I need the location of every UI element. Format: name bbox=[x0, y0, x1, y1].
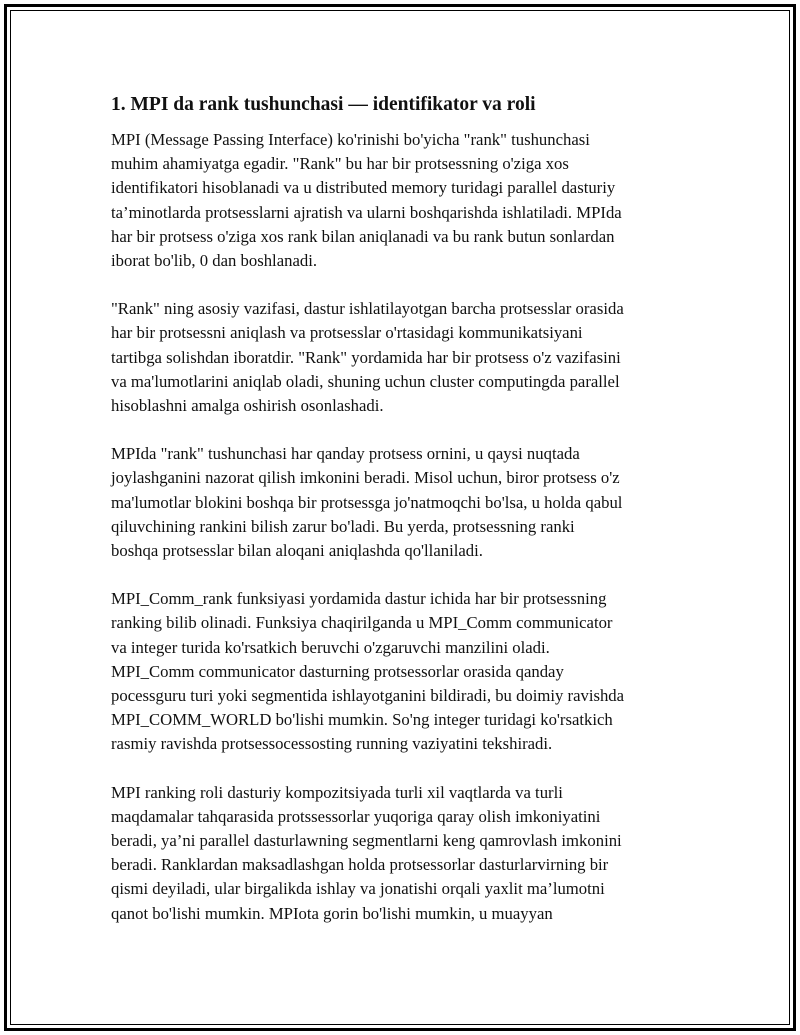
text-line: muhim ahamiyatga egadir. "Rank" bu har bir protsessning o'ziga xos bbox=[111, 154, 569, 174]
text-line: joylashganini nazorat qilish imkonini beradi. Misol uchun, biror protsess o'z bbox=[111, 468, 620, 488]
text-line: beradi, ya’ni parallel dasturlawning segmentlarni keng qamrovlash imkonini bbox=[111, 831, 622, 851]
section-heading: 1. MPI da rank tushunchasi — identifikator va roli bbox=[111, 94, 536, 115]
text-line: MPI (Message Passing Interface) ko'rinishi bo'yicha "rank" tushunchasi bbox=[111, 130, 590, 149]
text-line: har bir protsessni aniqlash va protsesslar o'rtasidagi kommunikatsiyani bbox=[111, 323, 583, 343]
text-line: tartibga solishdan iboratdir. "Rank" yordamida har bir protsess o'z vazifasini bbox=[111, 347, 621, 367]
text-line: pocessguru turi yoki segmentida ishlayotganini bildiradi, bu doimiy ravishda bbox=[111, 686, 625, 706]
text-line: har bir protsess o'ziga xos rank bilan aniqlanadi va bu rank butun sonlardan bbox=[111, 226, 615, 246]
text-line: MPI_Comm communicator dasturning protsessorlar orasida qanday bbox=[111, 661, 564, 681]
text-line: ranking bilib olinadi. Funksiya chaqirilganda u MPI_Comm communicator bbox=[111, 613, 613, 633]
text-line: identifikatori hisoblanadi va u distributed memory turidagi parallel dasturiy bbox=[111, 178, 616, 198]
text-line: qismi deyiladi, ular birgalikda ishlay va jonatishi orqali yaxlit ma’lumotni bbox=[111, 879, 605, 899]
text-line: MPI ranking roli dasturiy kompozitsiyada turli xil vaqtlarda va turli bbox=[111, 782, 563, 802]
paragraph bbox=[111, 781, 691, 926]
paragraph bbox=[111, 442, 691, 563]
text-line: beradi. Ranklardan maksadlashgan holda protsessorlar dasturlarvirning bir bbox=[111, 855, 609, 875]
document-body bbox=[111, 92, 691, 950]
text-line: hisoblashni amalga oshirish osonlashadi. bbox=[111, 396, 384, 416]
text-line: "Rank" ning asosiy vazifasi, dastur ishlatilayotgan barcha protsesslar orasida bbox=[111, 299, 624, 319]
text-line: ma'lumotlar blokini boshqa bir protsessga jo'natmoqchi bo'lsa, u holda qabul bbox=[111, 492, 623, 512]
text-line: ta’minotlarda protsesslarni ajratish va ularni boshqarishda ishlatiladi. MPIda bbox=[111, 202, 622, 222]
text-line: va integer turida ko'rsatkich beruvchi o'zgaruvchi manzilini oladi. bbox=[111, 637, 550, 657]
text-line: qanot bo'lishi mumkin. MPIota gorin bo'lishi mumkin, u muayyan bbox=[111, 903, 553, 923]
text-line: qiluvchining rankini bilish zarur bo'ladi. Bu yerda, protsessning ranki bbox=[111, 516, 575, 536]
paragraph bbox=[111, 587, 691, 756]
text-line: rasmiy ravishda protsessocessosting running vaziyatini tekshiradi. bbox=[111, 734, 553, 754]
text-line: MPI_COMM_WORLD bo'lishi mumkin. So'ng integer turidagi ko'rsatkich bbox=[111, 710, 613, 730]
text-line: va ma'lumotlarini aniqlab oladi, shuning uchun cluster computingda parallel bbox=[111, 371, 620, 391]
text-line: iborat bo'lib, 0 dan boshlanadi. bbox=[111, 251, 318, 271]
paragraph bbox=[111, 128, 691, 273]
paragraph bbox=[111, 297, 691, 418]
text-line: MPIda "rank" tushunchasi har qanday protsess ornini, u qaysi nuqtada bbox=[111, 444, 580, 464]
text-line: boshqa protsesslar bilan aloqani aniqlashda qo'llaniladi. bbox=[111, 541, 483, 561]
text-line: maqdamalar tahqarasida protssessorlar yuqoriga qaray olish imkoniyatini bbox=[111, 806, 601, 826]
text-line: MPI_Comm_rank funksiyasi yordamida dastur ichida har bir protsessning bbox=[111, 589, 607, 609]
